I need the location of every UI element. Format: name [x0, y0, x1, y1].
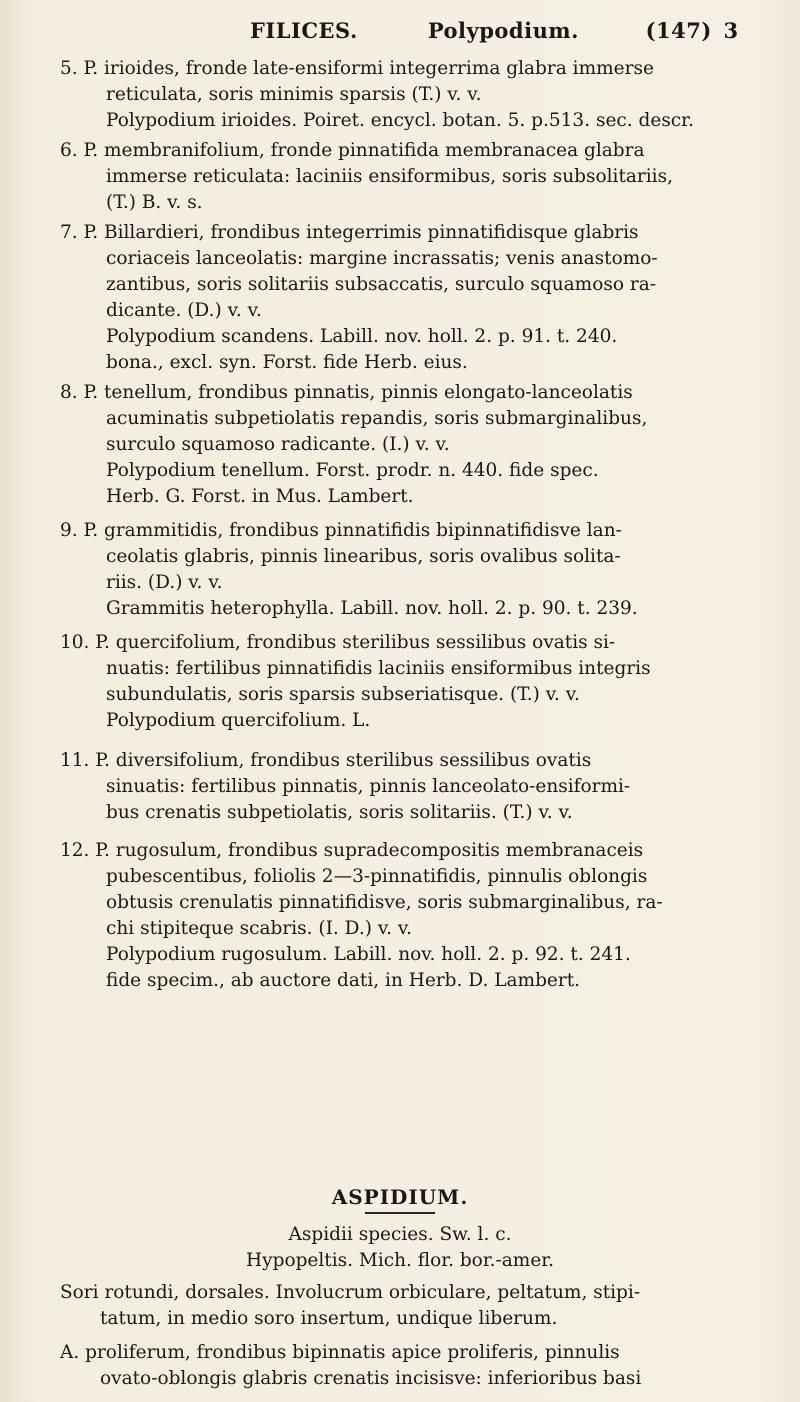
- entry-line: 12. P. rugosulum, frondibus supradecompositis membranaceis: [60, 840, 644, 861]
- entry-line: A. proliferum, frondibus bipinnatis apice proliferis, pinnulis: [60, 1342, 620, 1363]
- entry-line: Polypodium irioides. Poiret. encycl. botan. 5. p.513. sec. descr.: [106, 110, 694, 131]
- entry-line: coriaceis lanceolatis: margine incrassatis; venis anastomo-: [106, 248, 658, 269]
- entry-line: Polypodium rugosulum. Labill. nov. holl. 2. p. 92. t. 241.: [106, 944, 631, 965]
- entry-line: chi stipiteque scabris. (I. D.) v. v.: [106, 918, 412, 939]
- species-entry-5: [60, 56, 775, 134]
- header-genus: Polypodium.: [427, 18, 579, 43]
- species-entry-6: [60, 138, 775, 216]
- species-entry-7: [60, 220, 775, 376]
- header-family: FILICES.: [250, 18, 358, 43]
- entry-line: bus crenatis subpetiolatis, soris solitariis. (T.) v. v.: [106, 802, 573, 823]
- species-entry-11: [60, 748, 775, 826]
- entry-line: 6. P. membranifolium, fronde pinnatifida membranacea glabra: [60, 140, 645, 161]
- genus-synonym-1: Aspidii species. Sw. l. c.: [288, 1224, 512, 1245]
- entry-line: ceolatis glabris, pinnis linearibus, soris ovalibus solita-: [106, 546, 621, 567]
- entry-line: 9. P. grammitidis, frondibus pinnatifidis bipinnatifidisve lan-: [60, 520, 622, 541]
- entry-line: 7. P. Billardieri, frondibus integerrimis pinnatifidisque glabris: [60, 222, 639, 243]
- entry-line: Polypodium scandens. Labill. nov. holl. 2. p. 91. t. 240.: [106, 326, 618, 347]
- entry-line: Polypodium quercifolium. L.: [106, 710, 371, 731]
- entry-line: sinuatis: fertilibus pinnatis, pinnis lanceolato-ensiformi-: [106, 776, 631, 797]
- running-header: [250, 18, 770, 43]
- entry-line: reticulata, soris minimis sparsis (T.) v. v.: [106, 84, 482, 105]
- entry-line: riis. (D.) v. v.: [106, 572, 223, 593]
- entry-line: subundulatis, soris sparsis subseriatisque. (T.) v. v.: [106, 684, 580, 705]
- species-entry-10: [60, 630, 775, 734]
- entry-line: obtusis crenulatis pinnatifidisve, soris submarginalibus, ra-: [106, 892, 663, 913]
- header-page-number: (147): [645, 18, 712, 43]
- entry-line: 5. P. irioides, fronde late-ensiformi integerrima glabra immerse: [60, 58, 654, 79]
- entry-line: Polypodium tenellum. Forst. prodr. n. 440. fide spec.: [106, 460, 599, 481]
- entry-line: 11. P. diversifolium, frondibus sterilibus sessilibus ovatis: [60, 750, 592, 771]
- entry-line: 10. P. quercifolium, frondibus sterilibus sessilibus ovatis si-: [60, 632, 616, 653]
- entry-line: fide specim., ab auctore dati, in Herb. D. Lambert.: [106, 970, 581, 991]
- entry-line: dicante. (D.) v. v.: [106, 300, 262, 321]
- species-entry-9: [60, 518, 775, 622]
- entry-line: acuminatis subpetiolatis repandis, soris submarginalibus,: [106, 408, 648, 429]
- entry-line: Sori rotundi, dorsales. Involucrum orbiculare, peltatum, stipi-: [60, 1282, 641, 1303]
- entry-line: pubescentibus, foliolis 2—3-pinnatifidis, pinnulis oblongis: [106, 866, 648, 887]
- aspidium-species-1: [60, 1340, 775, 1392]
- entry-line: 8. P. tenellum, frondibus pinnatis, pinnis elongato-lanceolatis: [60, 382, 633, 403]
- entry-line: Grammitis heterophylla. Labill. nov. holl. 2. p. 90. t. 239.: [106, 598, 638, 619]
- genus-heading: ASPIDIUM.: [331, 1185, 469, 1209]
- entry-line: zantibus, soris solitariis subsaccatis, surculo squamoso ra-: [106, 274, 656, 295]
- entry-line: surculo squamoso radicante. (I.) v. v.: [106, 434, 450, 455]
- entry-line: Herb. G. Forst. in Mus. Lambert.: [106, 486, 414, 507]
- entry-line: ovato-oblongis glabris crenatis incisisve: inferioribus basi: [100, 1368, 642, 1389]
- entry-line: bona., excl. syn. Forst. fide Herb. eius.: [106, 352, 468, 373]
- entry-line: tatum, in medio soro insertum, undique liberum.: [100, 1308, 558, 1329]
- species-entry-12: [60, 838, 775, 994]
- header-signature: 3: [723, 18, 739, 43]
- entry-line: nuatis: fertilibus pinnatifidis laciniis ensiformibus integris: [106, 658, 651, 679]
- genus-synonym-2: Hypopeltis. Mich. flor. bor.-amer.: [246, 1250, 554, 1271]
- species-entry-8: [60, 380, 775, 510]
- entry-line: (T.) B. v. s.: [106, 192, 203, 213]
- entry-line: immerse reticulata: laciniis ensiformibus, soris subsolitariis,: [106, 166, 673, 187]
- genus-description: [60, 1280, 775, 1332]
- heading-rule: [365, 1212, 435, 1214]
